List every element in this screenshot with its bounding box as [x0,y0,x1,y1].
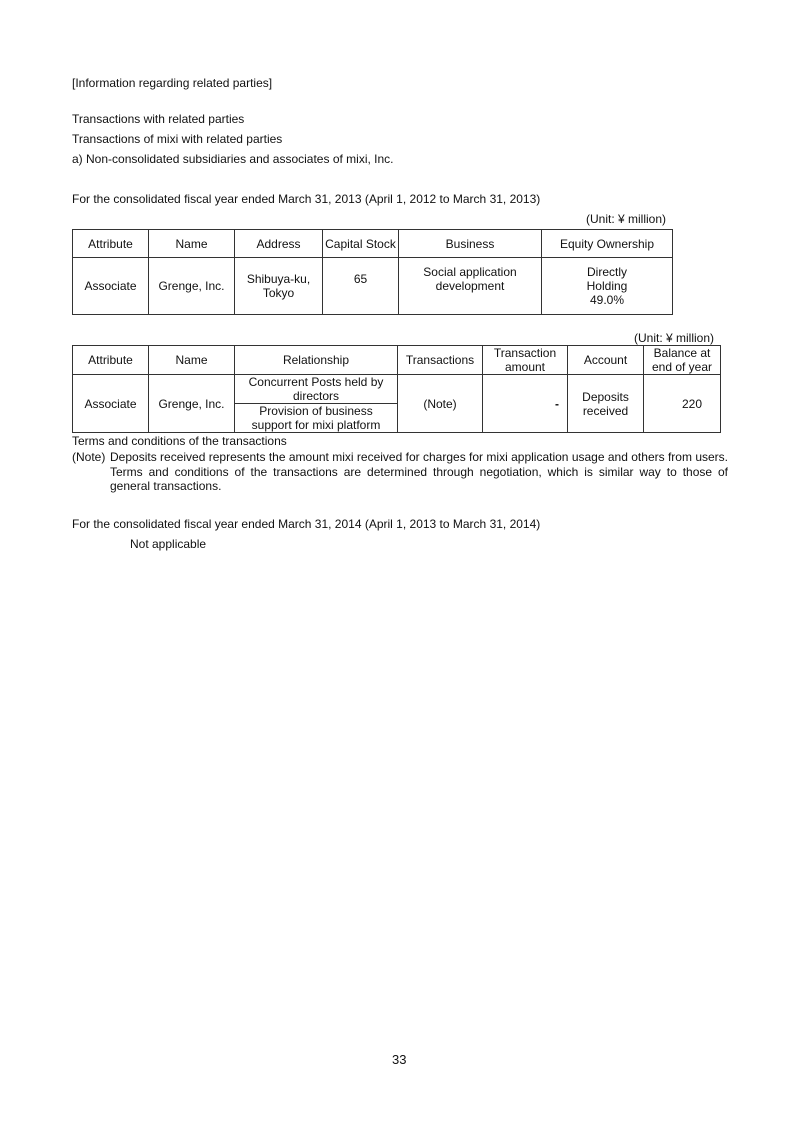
header-cell: Name [149,230,235,258]
header-cell: Equity Ownership [542,230,673,258]
cell-relationship: Concurrent Posts held by directors [235,375,398,404]
transactions-table [72,345,721,433]
header-cell: Attribute [73,346,149,375]
header-cell: Name [149,346,235,375]
note-label: (Note) [72,450,106,464]
header-cell: Balance at end of year [644,346,721,375]
subheading: a) Non-consolidated subsidiaries and associates of mixi, Inc. [72,152,394,166]
cell-attribute: Associate [73,258,149,315]
cell-name: Grenge, Inc. [149,375,235,433]
header-cell: Address [235,230,323,258]
not-applicable: Not applicable [130,537,207,551]
associate-table [72,229,673,315]
unit-label: (Unit: ¥ million) [586,212,667,226]
header-cell: Transactions [398,346,483,375]
cell-equity: Directly Holding 49.0% [542,258,673,315]
page-number: 33 [392,1052,407,1067]
cell-balance: 220 [644,375,721,433]
header-cell: Capital Stock [323,230,399,258]
fiscal-year-2013: For the consolidated fiscal year ended March 31, 2013 (April 1, 2012 to March 31, 2013) [72,192,541,206]
cell-name: Grenge, Inc. [149,258,235,315]
cell-account: Deposits received [568,375,644,433]
subheading: Transactions with related parties [72,112,245,126]
fiscal-year-2014: For the consolidated fiscal year ended March 31, 2014 (April 1, 2013 to March 31, 2014) [72,517,541,531]
header-cell: Attribute [73,230,149,258]
terms-title: Terms and conditions of the transactions [72,434,287,448]
cell-business: Social application development [399,258,542,315]
header-cell: Account [568,346,644,375]
cell-address: Shibuya-ku, Tokyo [235,258,323,315]
note-text: Deposits received represents the amount mixi received for charges for mixi application usage and others from users. Terms and conditions of the transactions are determined through negotiation, which is similar way to those of general transactions. [110,450,728,493]
note [72,450,728,494]
subheading: Transactions of mixi with related parties [72,132,283,146]
cell-amount: - [483,375,568,433]
header-cell: Relationship [235,346,398,375]
cell-transactions: (Note) [398,375,483,433]
header-cell: Business [399,230,542,258]
unit-label: (Unit: ¥ million) [634,331,715,345]
cell-capital: 65 [323,258,399,315]
cell-attribute: Associate [73,375,149,433]
cell-relationship: Provision of business support for mixi platform [235,404,398,433]
section-heading: [Information regarding related parties] [72,76,273,90]
header-cell: Transaction amount [483,346,568,375]
